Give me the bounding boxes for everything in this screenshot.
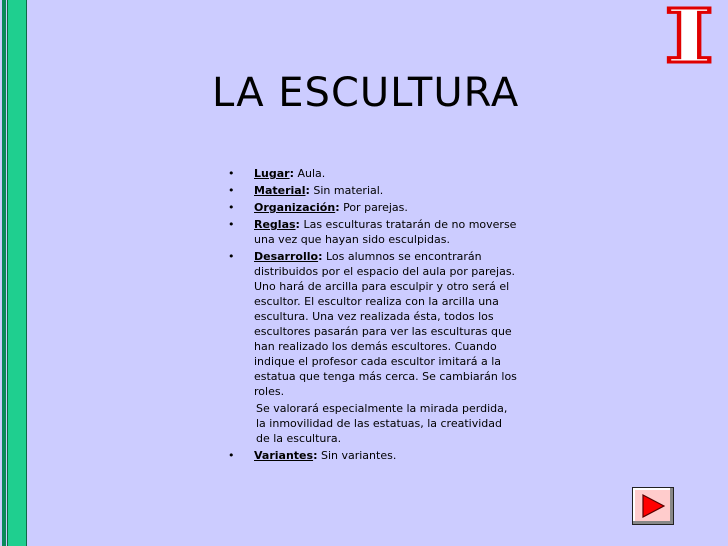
bullet: •: [228, 184, 235, 197]
play-arrow-icon: [641, 494, 665, 518]
item-extra-text: Se valorará especialmente la mirada perdida, la inmovilidad de las estatuas, la creatividad de la escultura.: [256, 402, 508, 445]
rules-list: [228, 166, 518, 465]
bullet: •: [228, 201, 235, 214]
bullet: •: [228, 250, 235, 263]
item-key: Organización: [254, 201, 336, 214]
item-sep: :: [335, 201, 340, 214]
item-text: Aula.: [293, 167, 326, 180]
list-item-organizacion: [228, 200, 518, 215]
item-text: Por parejas.: [339, 201, 408, 214]
left-bar-stripe-green: [7, 0, 27, 546]
section-letter-mark: I: [664, 0, 715, 80]
item-sep: :: [318, 250, 323, 263]
item-text: Las esculturas tratarán de no moverse una vez que hayan sido esculpidas.: [254, 218, 517, 246]
bullet: •: [228, 218, 235, 231]
list-item-desarrollo: [228, 249, 518, 446]
bullet: •: [228, 449, 235, 462]
left-decorative-bar: [0, 0, 30, 546]
slide-title: LA ESCULTURA: [212, 70, 520, 116]
item-sep: :: [289, 167, 294, 180]
item-sep: :: [305, 184, 310, 197]
item-key: Material: [254, 184, 306, 197]
item-key: Desarrollo: [254, 250, 319, 263]
item-sep: :: [295, 218, 300, 231]
list-item-lugar: [228, 166, 518, 181]
item-key: Reglas: [254, 218, 296, 231]
item-text: Los alumnos se encontrarán distribuidos por el espacio del aula por parejas. Uno hará de arcilla para esculpir y otro será el escultor. El escultor realiza con la arcilla una escultura. Una vez realizada ésta, todos los escultores pasarán para ver las esculturas que han realizado los demás escultores. Cuando indique el profesor cada escultor imitará a la estatua que tenga más cerca. Se cambiarán los roles.: [254, 250, 517, 398]
next-slide-button[interactable]: [632, 487, 674, 525]
list-item-variantes: [228, 448, 518, 463]
item-sep: :: [313, 449, 318, 462]
list-item-reglas: [228, 217, 518, 247]
item-key: Lugar: [254, 167, 290, 180]
list-item-material: [228, 183, 518, 198]
left-bar-stripe-dark: [2, 0, 6, 546]
bullet: •: [228, 167, 235, 180]
item-key: Variantes: [254, 449, 314, 462]
item-text: Sin variantes.: [317, 449, 397, 462]
item-text: Sin material.: [309, 184, 384, 197]
